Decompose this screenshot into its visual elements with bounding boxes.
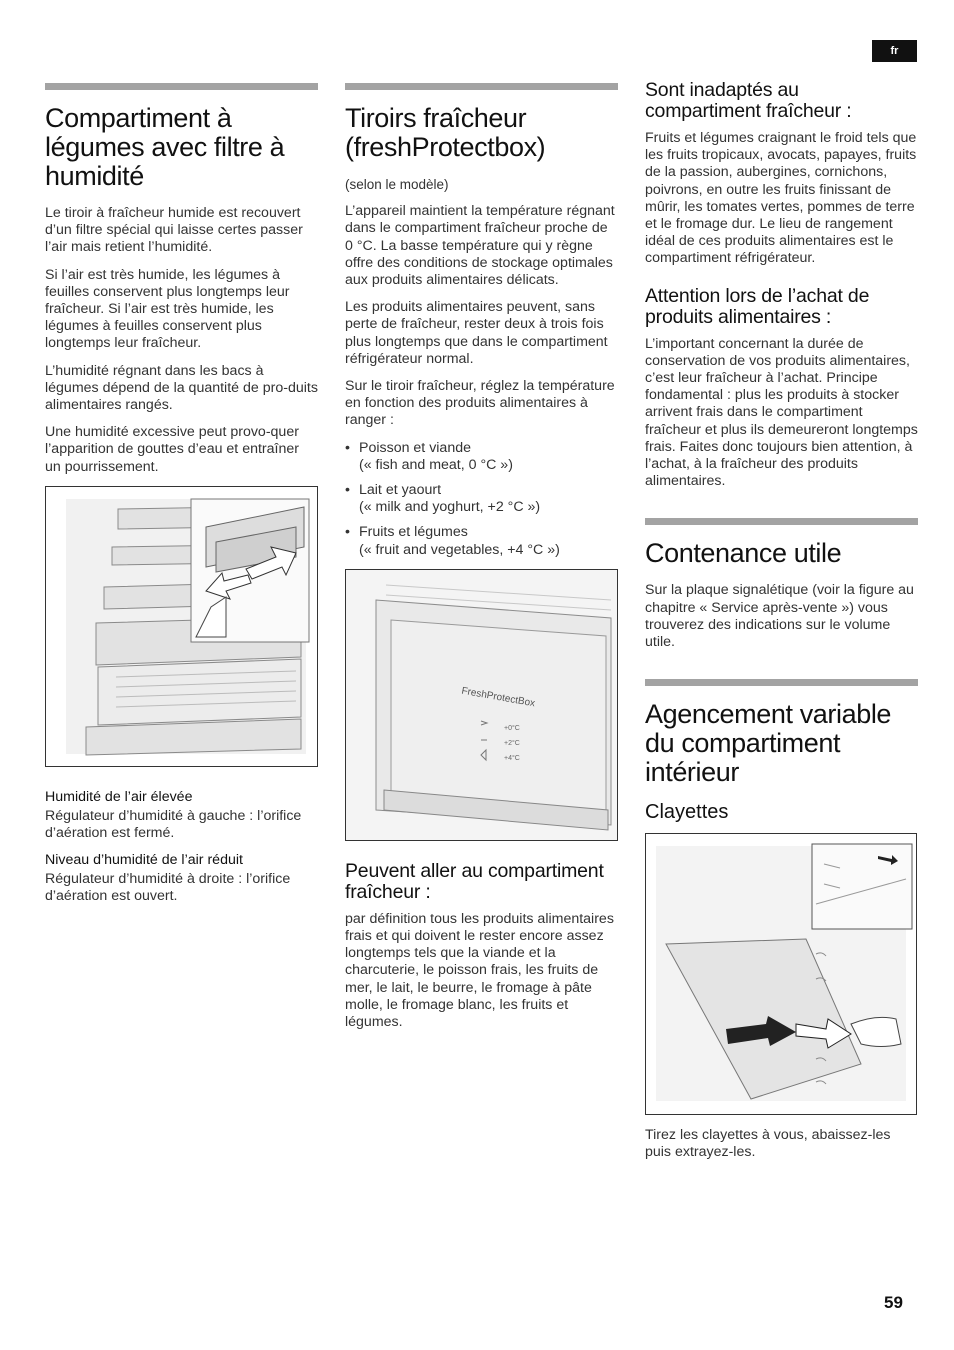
model-note: (selon le modèle) <box>345 177 449 192</box>
freshprotectbox-illustration <box>345 569 618 841</box>
paragraph: Sur la plaque signalétique (voir la figure au chapitre « Service après-vente ») vous trouverez des indications sur le volume utile. <box>645 582 914 651</box>
caption-title-high-humidity: Humidité de l’air élevée <box>45 788 193 805</box>
paragraph: Une humidité excessive peut provo-quer l’apparition de gouttes d’eau et entraîner un pourrissement. <box>45 424 299 475</box>
column-left <box>45 83 318 916</box>
list-item: • Lait et yaourt (« milk and yoghurt, +2 °C ») <box>345 482 618 516</box>
temp-label-milk: +2°C <box>504 739 520 747</box>
section-title-vegetable-drawer: Compartiment à légumes avec filtre à humidité <box>45 103 285 191</box>
paragraph: Sur le tiroir fraîcheur, réglez la température en fonction des produits alimentaires à ranger : <box>345 378 615 429</box>
paragraph: L’important concernant la durée de conservation de vos produits alimentaires, c’est leur fraîcheur à l’achat. Principe fondamental : plus les produits à stocker arrivent frais dans le compartiment fraîcheur et plus ils demeureront longtemps frais. Faites donc toujours bien attention, à l’achat, à la fraîcheur des produits alimentaires. <box>645 335 918 490</box>
section-title-fresh-drawers: Tiroirs fraîcheur (freshProtectbox) <box>345 103 546 162</box>
section-rule <box>645 679 918 686</box>
temp-label-fruit: +4°C <box>504 754 520 762</box>
subsection-title-suitable: Peuvent aller au compartiment fraîcheur : <box>345 859 604 903</box>
paragraph: Fruits et légumes craignant le froid tels que les fruits tropicaux, avocats, papayes, fruits de la passion, aubergines, cornichons, poivrons, en outre les fruits finissant de mûrir, les tomates vertes, pommes de terre et le fromage dur. Le lieu de rangement idéal de ces produits alimentaires est le compartiment réfrigérateur. <box>645 130 917 267</box>
paragraph: Les produits alimentaires peuvent, sans perte de fraîcheur, rester deux à trois fois plus longtemps que dans le compartiment réfrigérateur normal. <box>345 299 608 367</box>
caption-shelves: Tirez les clayettes à vous, abaissez-les puis extrayez-les. <box>645 1127 891 1161</box>
list-item: • Fruits et légumes (« fruit and vegetables, +4 °C ») <box>345 524 618 558</box>
section-rule <box>645 518 918 525</box>
paragraph: Le tiroir à fraîcheur humide est recouvert d’un filtre spécial qui laisse certes passer l’air mais retient l’humidité. <box>45 205 303 256</box>
caption-text-low-humidity: Régulateur d’humidité à droite : l’orifice d’aération est ouvert. <box>45 871 291 905</box>
language-tab: fr <box>872 40 917 62</box>
temp-label-fish: +0°C <box>504 724 520 732</box>
subsection-title-purchase-attention: Attention lors de l’achat de produits alimentaires : <box>645 284 870 328</box>
subsection-title-unsuitable: Sont inadaptés au compartiment fraîcheur : <box>645 79 852 122</box>
section-title-useful-capacity: Contenance utile <box>645 538 842 569</box>
section-title-variable-layout: Agencement variable du compartiment intérieur <box>645 699 892 788</box>
temperature-settings-list <box>345 440 618 559</box>
caption-title-low-humidity: Niveau d’humidité de l’air réduit <box>45 852 243 869</box>
humidity-filter-illustration <box>45 486 318 767</box>
subsection-title-shelves: Clayettes <box>645 801 729 824</box>
page-number: 59 <box>884 1293 903 1312</box>
section-rule <box>345 83 618 90</box>
paragraph: Si l’air est très humide, les légumes à feuilles conservent plus longtemps leur fraîcheur. Si l’air est très humide, les légumes à feuilles conservent plus longtemps leur fraîcheur. <box>45 266 290 352</box>
column-right <box>645 80 918 1172</box>
section-rule <box>45 83 318 90</box>
paragraph: L’appareil maintient la température régnant dans le compartiment fraîcheur proche de 0 °C. La basse température qui y règne offre des conditions de stockage optimales aux produits alimentaires délicats. <box>345 203 615 289</box>
list-item: • Poisson et viande (« fish and meat, 0 °C ») <box>345 440 618 474</box>
paragraph: L’humidité régnant dans les bacs à légumes dépend de la quantité de pro-duits alimentaires rangés. <box>45 362 318 414</box>
caption-text-high-humidity: Régulateur d’humidité à gauche : l’orifice d’aération est fermé. <box>45 807 302 842</box>
column-middle <box>345 83 618 1041</box>
paragraph: par définition tous les produits alimentaires frais et qui doivent le rester encore assez longtemps tels que la viande et la charcuterie, le poisson frais, les fruits de mer, le lait, le beurre, le fromage à pâte molle, le fromage blanc, les fruits et légumes. <box>345 910 614 1031</box>
fresh-box-label: FreshProtectBox <box>460 685 536 710</box>
shelf-removal-illustration <box>645 833 917 1115</box>
